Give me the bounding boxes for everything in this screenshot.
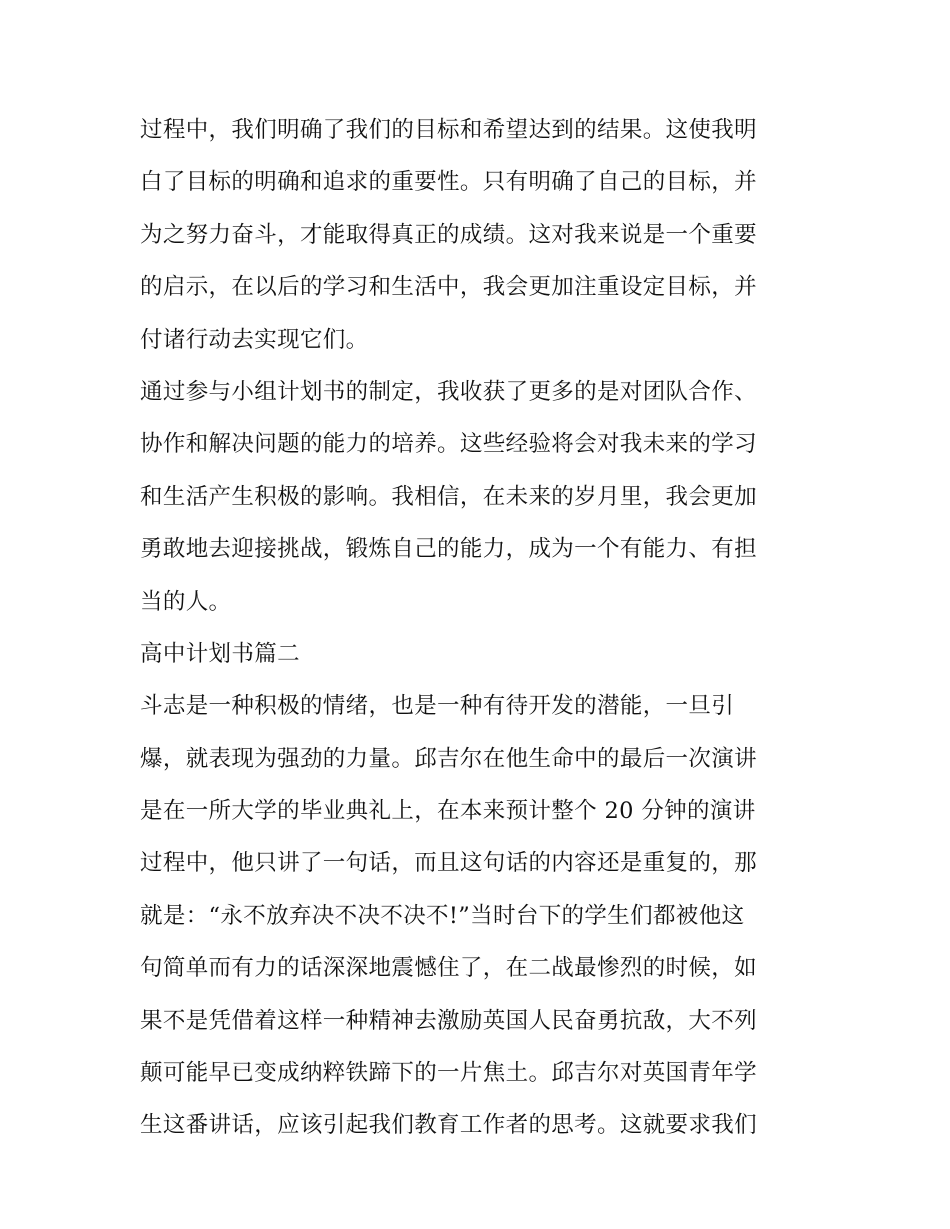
text-line: 通过参与小组计划书的制定，我收获了更多的是对团队合作、 <box>140 378 757 405</box>
text-line: 过程中，我们明确了我们的目标和希望达到的结果。这使我明 <box>140 117 757 143</box>
text-line: 句简单而有力的话深深地震憾住了，在二战最惨烈的时候，如 <box>140 955 757 982</box>
text-line: 过程中，他只讲了一句话，而且这句话的内容还是重复的，那 <box>140 850 757 877</box>
text-line: 斗志是一种积极的情绪，也是一种有待开发的潜能，一旦引 <box>140 693 735 720</box>
document-body <box>140 104 820 1152</box>
text-line: 付诸行动去实现它们。 <box>140 326 369 353</box>
text-line: 果不是凭借着这样一种精神去激励英国人民奋勇抗敌，大不列 <box>140 1007 757 1034</box>
text-line: 当的人。 <box>140 588 232 615</box>
text-line: 白了目标的明确和追求的重要性。只有明确了自己的目标，并 <box>140 169 757 196</box>
text-line: 协作和解决问题的能力的培养。这些经验将会对我未来的学习 <box>140 431 757 458</box>
text-line: 颠可能早已变成纳粹铁蹄下的一片焦土。邱吉尔对英国青年学 <box>140 1060 757 1087</box>
text-line: 勇敢地去迎接挑战，锻炼自己的能力，成为一个有能力、有担 <box>140 536 757 563</box>
text-line: 和生活产生积极的影响。我相信，在未来的岁月里，我会更加 <box>140 483 757 510</box>
text-line: 爆，就表现为强劲的力量。邱吉尔在他生命中的最后一次演讲 <box>140 745 757 772</box>
text-line: 的启示，在以后的学习和生活中，我会更加注重设定目标，并 <box>140 274 757 301</box>
section-heading: 高中计划书篇二 <box>140 640 300 667</box>
text-line: 就是：“永不放弃决不决不决不!”当时台下的学生们都被他这 <box>140 902 745 929</box>
text-line: 是在一所大学的毕业典礼上，在本来预计整个 20 分钟的演讲 <box>140 798 756 825</box>
text-line: 生这番讲话，应该引起我们教育工作者的思考。这就要求我们 <box>140 1112 757 1139</box>
text-line: 为之努力奋斗，才能取得真正的成绩。这对我来说是一个重要 <box>140 221 757 248</box>
